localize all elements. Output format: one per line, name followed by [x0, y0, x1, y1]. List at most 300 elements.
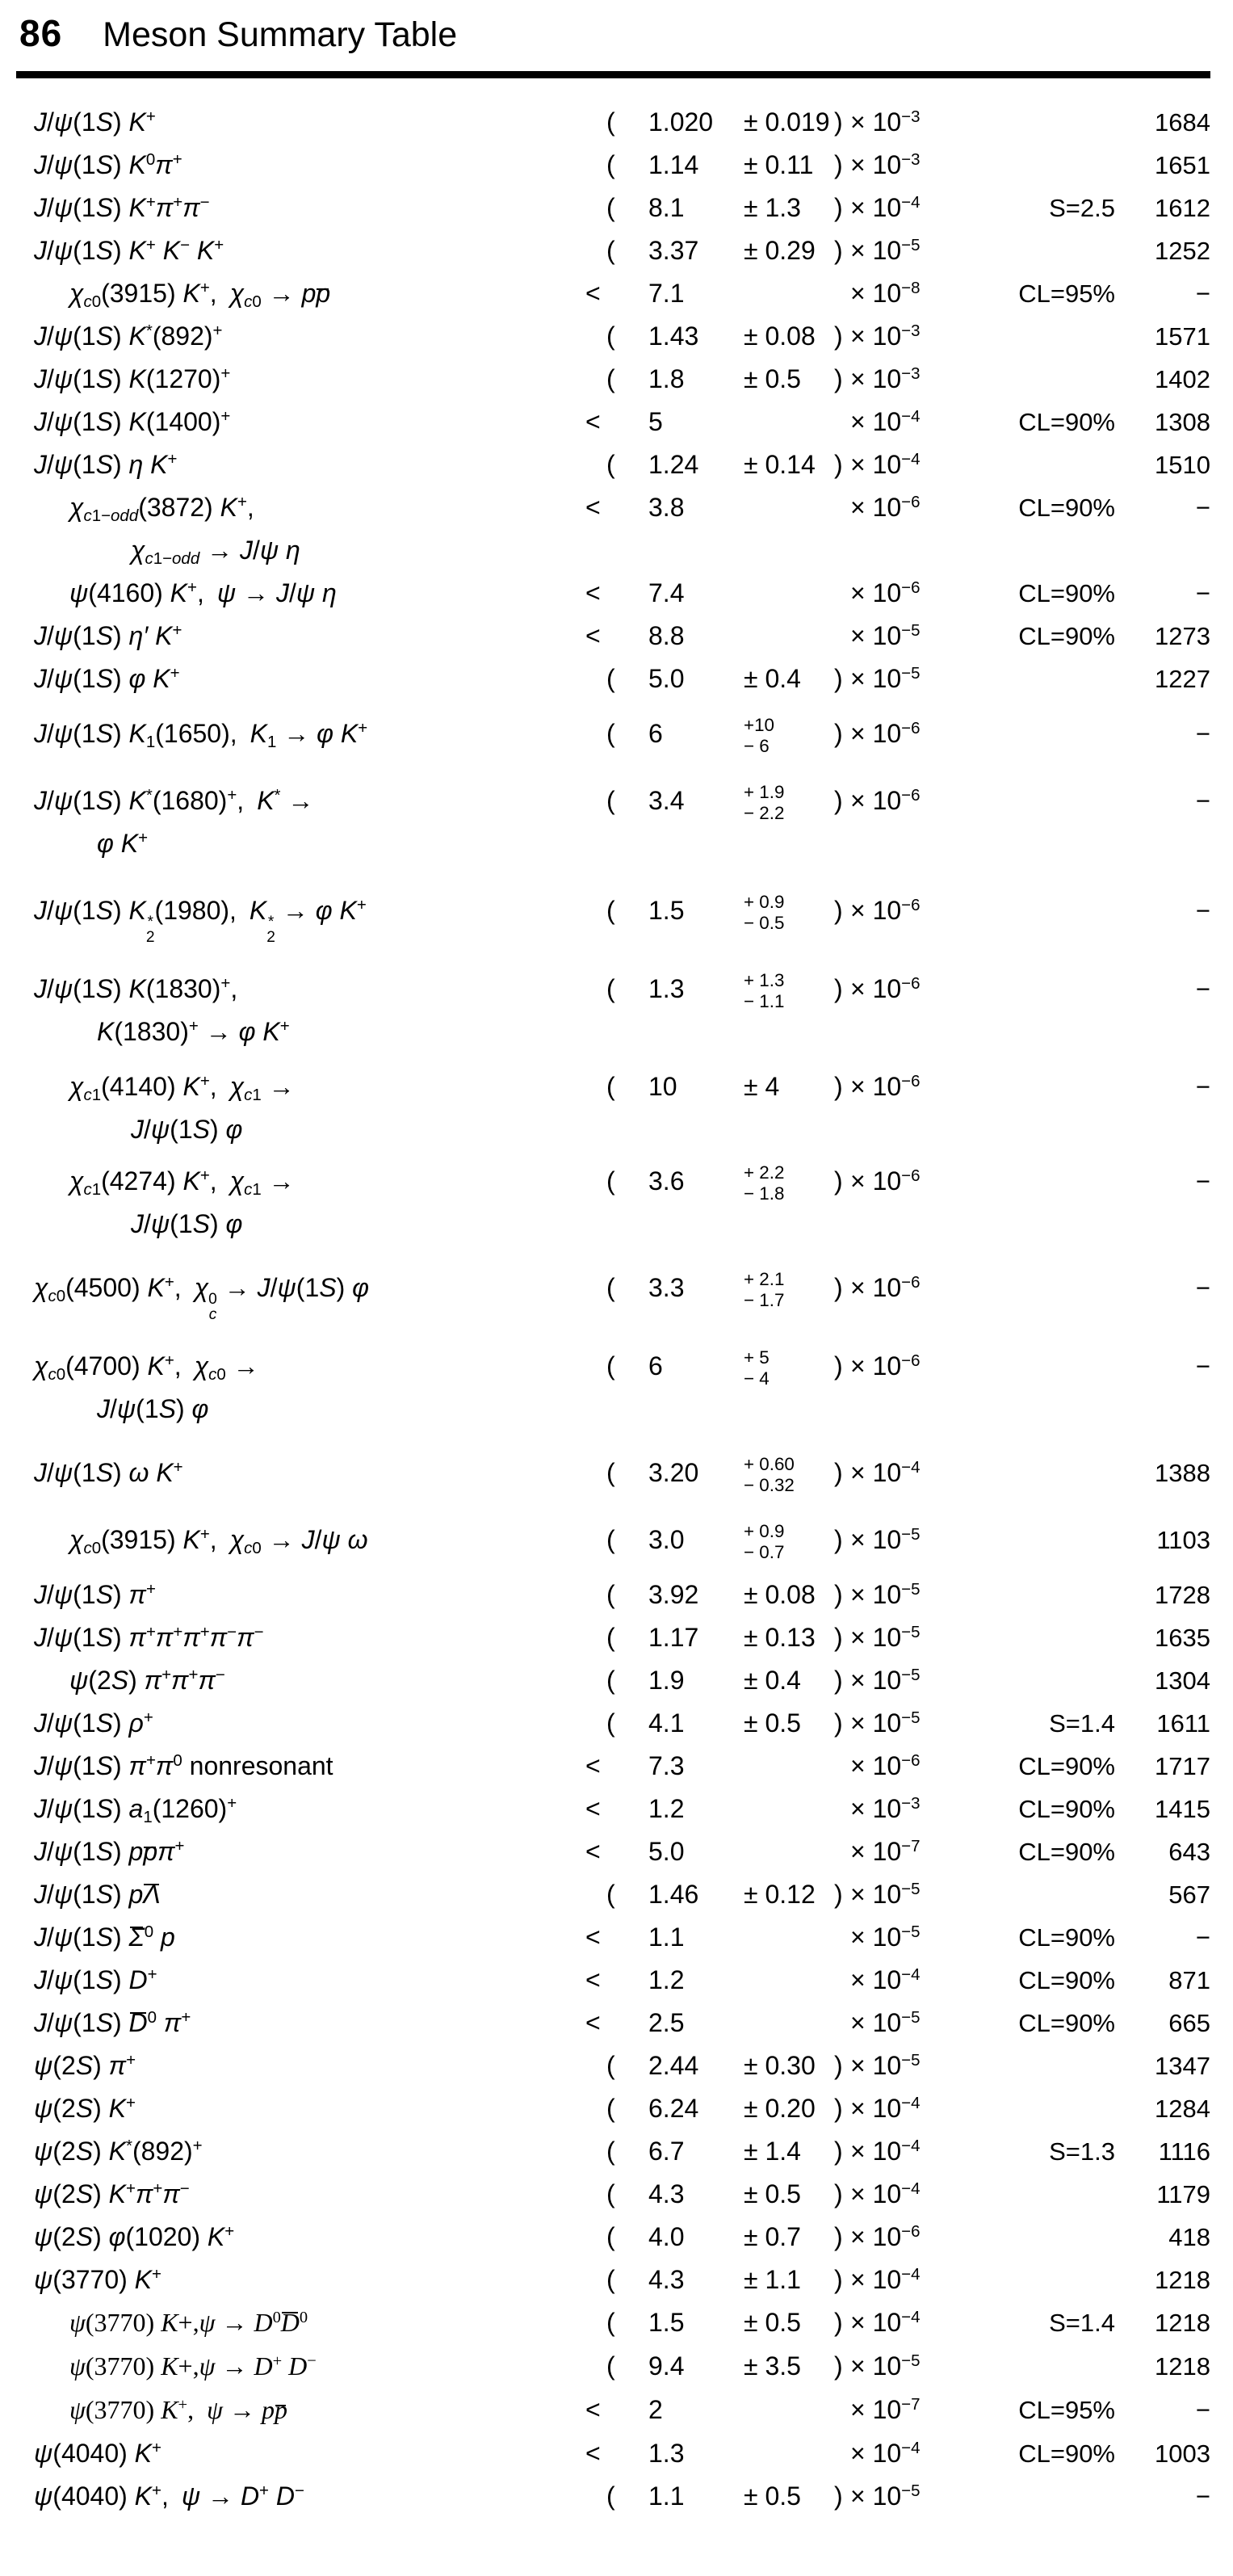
fraction-value: 1.1: [648, 2481, 685, 2511]
decay-mode: [16, 2347, 585, 2390]
scale-or-confidence: CL=95%: [1018, 279, 1115, 308]
table-row: [16, 702, 1210, 769]
fraction-close-paren: ): [834, 664, 843, 693]
decay-mode-line1: J/ψ(1S) η K+: [34, 449, 178, 479]
momentum-value: 1728: [1155, 1581, 1210, 1610]
momentum-value: −: [1195, 897, 1210, 925]
fraction-error: ± 0.20: [744, 2094, 816, 2124]
momentum-value: 1273: [1155, 622, 1210, 650]
decay-mode: [16, 1746, 585, 1789]
fraction-error: ± 0.4: [744, 664, 801, 693]
scale-or-confidence: S=1.3: [1049, 2137, 1115, 2166]
fraction-value: 3.4: [648, 786, 685, 815]
momentum-value: 1651: [1155, 151, 1210, 179]
decay-mode: [16, 2434, 585, 2477]
fraction-value: 6.24: [648, 2094, 699, 2124]
fraction-exponent: × $10^{-3}$: [850, 107, 921, 137]
momentum-value: 1218: [1155, 2352, 1210, 2381]
table-row: [16, 2132, 1210, 2175]
momentum-value: −: [1195, 787, 1210, 815]
fraction-value: 1.2: [648, 1965, 685, 1995]
page-header: [16, 11, 1210, 55]
fraction-bracket: (: [606, 2051, 615, 2081]
decay-mode: [16, 488, 585, 574]
fraction-bracket: <: [585, 407, 601, 436]
fraction-bracket: (: [606, 1351, 615, 1381]
decay-mode-line1: J/ψ(1S) $\pi^+\pi^0$ nonresonant: [34, 1750, 333, 1781]
fraction-exponent: × $10^{-4}$: [850, 2093, 921, 2124]
fraction-bracket: (: [606, 1666, 615, 1696]
fraction-exponent: × $10^{-6}$: [850, 578, 921, 607]
momentum-value: 1003: [1155, 2439, 1210, 2469]
fraction-exponent: × $10^{-5}$: [850, 1524, 921, 1555]
table-row: [16, 274, 1210, 317]
fraction-value: 1.020: [648, 107, 714, 137]
fraction-error: + 1.9 − 2.2: [744, 781, 785, 823]
decay-mode-line1: ψ(2S) K*(892)+: [34, 2136, 203, 2166]
fraction-close-paren: ): [834, 1166, 843, 1196]
decay-mode-table: [16, 103, 1210, 2519]
decay-mode-line2: J/ψ(1S) φ: [131, 1115, 243, 1145]
momentum-value: −: [1195, 2396, 1210, 2425]
table-row: [16, 2347, 1210, 2390]
fraction-error: ± 1.3: [744, 193, 801, 222]
fraction-error: ± 0.5: [744, 2481, 801, 2511]
momentum-value: −: [1195, 1923, 1210, 1952]
table-row: [16, 1832, 1210, 1875]
fraction-exponent: × $10^{-8}$: [850, 278, 921, 308]
fraction-bracket: (: [606, 1525, 615, 1555]
fraction-close-paren: ): [834, 896, 843, 925]
fraction-exponent: × $10^{-4}$: [850, 1965, 921, 1995]
decay-mode: [16, 2217, 585, 2260]
fraction-bracket: (: [606, 2351, 615, 2381]
table-row: [16, 359, 1210, 402]
fraction-bracket: (: [606, 364, 615, 393]
fraction-bracket: <: [585, 1923, 601, 1952]
decay-mode: [16, 2303, 585, 2347]
table-row: [16, 1334, 1210, 1441]
fraction-value: 8.1: [648, 193, 685, 222]
fraction-value: 3.6: [648, 1166, 685, 1196]
fraction-value: 3.8: [648, 493, 685, 522]
fraction-value: 3.20: [648, 1458, 699, 1488]
fraction-value: 4.1: [648, 1708, 685, 1738]
fraction-exponent: × $10^{-5}$: [850, 2050, 921, 2081]
fraction-error: ± 0.30: [744, 2051, 816, 2081]
fraction-exponent: × $10^{-5}$: [850, 620, 921, 650]
decay-mode-line1: χc0(3915) K+, χc0 → pp: [69, 278, 331, 311]
fraction-bracket: (: [606, 896, 615, 925]
fraction-error: + 5 − 4: [744, 1347, 770, 1389]
fraction-exponent: × $10^{-5}$: [850, 1622, 921, 1653]
fraction-close-paren: ): [834, 1666, 843, 1696]
decay-mode-line1: J/ψ(1S) ω K+: [34, 1457, 183, 1488]
fraction-value: 4.3: [648, 2179, 685, 2209]
table-row: [16, 1875, 1210, 1918]
fraction-bracket: <: [585, 279, 601, 308]
decay-mode-line1: J/ψ(1S) φ K+: [34, 663, 180, 693]
fraction-value: 1.8: [648, 364, 685, 393]
fraction-error: ± 0.11: [744, 150, 814, 179]
fraction-value: 1.3: [648, 974, 685, 1004]
fraction-bracket: (: [606, 1580, 615, 1610]
decay-mode: [16, 1618, 585, 1661]
fraction-bracket: <: [585, 2395, 601, 2425]
decay-mode-line1: J/ψ(1S) ppπ+: [34, 1836, 185, 1867]
table-row: [16, 488, 1210, 574]
decay-mode-line1: J/ψ(1S) D+: [34, 1965, 157, 1995]
fraction-exponent: × $10^{-6}$: [850, 1272, 921, 1303]
decay-mode-line1: χc1(4274) K+, χc1 →: [69, 1166, 295, 1199]
decay-mode: [16, 2477, 585, 2519]
decay-mode: [16, 1918, 585, 1960]
fraction-error: + 1.3 − 1.1: [744, 969, 785, 1011]
scale-or-confidence: CL=90%: [1018, 408, 1115, 436]
decay-mode-line1: ψ(3770) $K+,\psi \to D^0D^0$: [69, 2308, 308, 2338]
fraction-value: 2.5: [648, 2008, 685, 2038]
fraction-value: 1.5: [648, 896, 685, 925]
fraction-error: + 0.60 − 0.32: [744, 1453, 795, 1495]
fraction-close-paren: ): [834, 1525, 843, 1555]
fraction-exponent: × $10^{-3}$: [850, 1793, 921, 1824]
decay-mode: [16, 1162, 585, 1244]
table-row: [16, 1960, 1210, 2003]
decay-mode: [16, 1704, 585, 1746]
fraction-bracket: (: [606, 1458, 615, 1488]
fraction-exponent: × $10^{-5}$: [850, 663, 921, 693]
table-row: [16, 402, 1210, 445]
momentum-value: −: [1195, 579, 1210, 607]
fraction-close-paren: ): [834, 1072, 843, 1102]
momentum-value: 1402: [1155, 365, 1210, 393]
fraction-error: + 0.9 − 0.7: [744, 1520, 785, 1562]
decay-mode: [16, 317, 585, 359]
fraction-close-paren: ): [834, 1351, 843, 1381]
fraction-value: 8.8: [648, 621, 685, 650]
fraction-bracket: <: [585, 2008, 601, 2038]
fraction-exponent: × $10^{-4}$: [850, 2438, 921, 2469]
fraction-exponent: × $10^{-6}$: [850, 1166, 921, 1196]
decay-mode: [16, 1067, 585, 1149]
decay-mode-line1: J/ψ(1S) $D^0$ π+: [34, 2007, 191, 2038]
decay-mode-line1: J/ψ(1S) K(1400)+: [34, 406, 231, 436]
table-row: [16, 1746, 1210, 1789]
scale-or-confidence: CL=90%: [1018, 579, 1115, 607]
fraction-value: 7.3: [648, 1751, 685, 1781]
table-row: [16, 769, 1210, 879]
fraction-bracket: <: [585, 578, 601, 607]
fraction-bracket: (: [606, 1880, 615, 1910]
fraction-exponent: × $10^{-6}$: [850, 492, 921, 522]
fraction-bracket: (: [606, 664, 615, 693]
scale-or-confidence: CL=90%: [1018, 1838, 1115, 1867]
fraction-value: 1.43: [648, 321, 699, 351]
decay-mode-line1: J/ψ(1S) π+π+π+π−π−: [34, 1622, 264, 1653]
decay-mode: [16, 891, 585, 945]
table-row: [16, 659, 1210, 702]
fraction-close-paren: ): [834, 1458, 843, 1488]
table-row: [16, 616, 1210, 659]
fraction-exponent: × $10^{-4}$: [850, 2179, 921, 2209]
fraction-close-paren: ): [834, 974, 843, 1004]
fraction-bracket: (: [606, 974, 615, 1004]
fraction-close-paren: ): [834, 1708, 843, 1738]
fraction-exponent: × $10^{-7}$: [850, 2394, 921, 2425]
decay-mode: [16, 1268, 585, 1322]
fraction-close-paren: ): [834, 1623, 843, 1653]
fraction-close-paren: ): [834, 2481, 843, 2511]
table-row: [16, 231, 1210, 274]
table-row: [16, 2477, 1210, 2519]
fraction-value: 7.1: [648, 279, 685, 308]
fraction-exponent: × $10^{-7}$: [850, 1836, 921, 1867]
fraction-bracket: <: [585, 1837, 601, 1867]
fraction-exponent: × $10^{-5}$: [850, 1708, 921, 1738]
decay-mode: [16, 2390, 585, 2434]
scale-or-confidence: CL=90%: [1018, 622, 1115, 650]
fraction-bracket: (: [606, 1166, 615, 1196]
decay-mode-line1: ψ(3770) K+: [34, 2264, 161, 2295]
fraction-exponent: × $10^{-5}$: [850, 235, 921, 265]
fraction-close-paren: ): [834, 364, 843, 393]
header-rule: [16, 71, 1210, 78]
scale-or-confidence: CL=90%: [1018, 1966, 1115, 1995]
fraction-value: 1.5: [648, 2308, 685, 2338]
fraction-close-paren: ): [834, 193, 843, 222]
fraction-exponent: × $10^{-4}$: [850, 406, 921, 436]
fraction-close-paren: ): [834, 1880, 843, 1910]
fraction-exponent: × $10^{-6}$: [850, 785, 921, 815]
fraction-value: 4.3: [648, 2265, 685, 2295]
decay-mode-line1: ψ(4040) K+: [34, 2438, 161, 2469]
fraction-value: 6.7: [648, 2137, 685, 2166]
momentum-value: 1571: [1155, 322, 1210, 351]
decay-mode: [16, 781, 585, 867]
fraction-exponent: × $10^{-6}$: [850, 1750, 921, 1781]
table-row: [16, 879, 1210, 957]
decay-mode: [16, 1789, 585, 1832]
fraction-close-paren: ): [834, 1273, 843, 1303]
decay-mode: [16, 2089, 585, 2132]
fraction-exponent: × $10^{-5}$: [850, 2481, 921, 2511]
table-row: [16, 957, 1210, 1067]
fraction-value: 1.14: [648, 150, 699, 179]
decay-mode: [16, 2132, 585, 2175]
decay-mode: [16, 1347, 585, 1429]
fraction-bracket: <: [585, 1965, 601, 1995]
scale-or-confidence: CL=90%: [1018, 1795, 1115, 1824]
decay-mode: [16, 188, 585, 231]
fraction-error: ± 0.7: [744, 2222, 801, 2252]
fraction-value: 9.4: [648, 2351, 685, 2381]
momentum-value: −: [1195, 975, 1210, 1004]
fraction-close-paren: ): [834, 2308, 843, 2338]
fraction-error: ± 0.08: [744, 321, 816, 351]
scale-or-confidence: CL=90%: [1018, 2009, 1115, 2038]
decay-mode-line1: ψ(2S) π+: [34, 2050, 136, 2081]
fraction-error: ± 3.5: [744, 2351, 801, 2381]
fraction-error: ± 0.5: [744, 364, 801, 393]
decay-mode-line2: J/ψ(1S) φ: [131, 1209, 243, 1239]
scale-or-confidence: CL=90%: [1018, 1752, 1115, 1781]
decay-mode: [16, 1453, 585, 1496]
scale-or-confidence: S=1.4: [1049, 1709, 1115, 1738]
fraction-bracket: (: [606, 1708, 615, 1738]
momentum-value: −: [1195, 1167, 1210, 1196]
fraction-bracket: (: [606, 1072, 615, 1102]
fraction-close-paren: ): [834, 450, 843, 479]
fraction-value: 1.9: [648, 1666, 685, 1696]
decay-mode-line1: ψ(4040) K+, ψ → D+ D−: [34, 2481, 304, 2511]
decay-mode-line2: φ K+: [97, 828, 149, 858]
decay-mode-line1: J/ψ(1S) K+: [34, 107, 156, 137]
decay-mode-line2: J/ψ(1S) φ: [97, 1394, 209, 1424]
fraction-bracket: (: [606, 2481, 615, 2511]
decay-mode: [16, 445, 585, 488]
fraction-close-paren: ): [834, 2265, 843, 2295]
momentum-value: 643: [1168, 1838, 1210, 1867]
decay-mode-line2: χc1−odd → J/ψ η: [131, 536, 300, 568]
decay-mode-line1: χc1−odd(3872) K+,: [69, 492, 254, 525]
table-row: [16, 1918, 1210, 1960]
momentum-value: 1717: [1155, 1752, 1210, 1781]
fraction-close-paren: ): [834, 1580, 843, 1610]
fraction-bracket: <: [585, 493, 601, 522]
fraction-value: 6: [648, 1351, 663, 1381]
momentum-value: 1612: [1155, 194, 1210, 222]
table-row: [16, 574, 1210, 616]
table-row: [16, 1256, 1210, 1334]
fraction-bracket: <: [585, 1751, 601, 1781]
fraction-bracket: (: [606, 450, 615, 479]
table-row: [16, 317, 1210, 359]
fraction-bracket: (: [606, 2222, 615, 2252]
fraction-error: + 2.1 − 1.7: [744, 1268, 785, 1310]
decay-mode: [16, 969, 585, 1055]
table-row: [16, 1508, 1210, 1575]
table-row: [16, 1575, 1210, 1618]
table-row: [16, 2003, 1210, 2046]
fraction-exponent: × $10^{-5}$: [850, 1579, 921, 1610]
fraction-value: 6: [648, 719, 663, 748]
fraction-exponent: × $10^{-3}$: [850, 321, 921, 351]
fraction-value: 5.0: [648, 1837, 685, 1867]
fraction-value: 10: [648, 1072, 677, 1102]
decay-mode: [16, 1875, 585, 1914]
fraction-exponent: × $10^{-5}$: [850, 1922, 921, 1952]
fraction-exponent: × $10^{-5}$: [850, 2351, 921, 2381]
fraction-exponent: × $10^{-5}$: [850, 2007, 921, 2038]
fraction-value: 7.4: [648, 578, 685, 607]
fraction-value: 1.46: [648, 1880, 699, 1910]
decay-mode: [16, 359, 585, 402]
fraction-exponent: × $10^{-4}$: [850, 2264, 921, 2295]
fraction-value: 1.1: [648, 1923, 685, 1952]
momentum-value: 1116: [1158, 2137, 1210, 2166]
fraction-close-paren: ): [834, 2222, 843, 2252]
decay-mode-line1: J/ψ(1S) K1(1650), K1 → φ K+: [34, 718, 368, 751]
fraction-error: ± 1.1: [744, 2265, 801, 2295]
momentum-value: 1218: [1155, 2309, 1210, 2338]
table-row: [16, 103, 1210, 145]
fraction-bracket: (: [606, 1623, 615, 1653]
momentum-value: −: [1195, 1352, 1210, 1381]
fraction-error: ± 0.4: [744, 1666, 801, 1696]
fraction-exponent: × $10^{-6}$: [850, 895, 921, 925]
fraction-bracket: (: [606, 1273, 615, 1303]
table-row: [16, 2303, 1210, 2347]
table-row: [16, 145, 1210, 188]
decay-mode-line1: χc0(3915) K+, χc0 → J/ψ ω: [69, 1524, 368, 1557]
fraction-close-paren: ): [834, 2051, 843, 2081]
decay-mode-line1: χc1(4140) K+, χc1 →: [69, 1071, 295, 1104]
momentum-value: 1684: [1155, 108, 1210, 137]
fraction-bracket: (: [606, 193, 615, 222]
decay-mode-line1: ψ(3770) K+,ψ → D+ D−: [69, 2351, 317, 2381]
decay-mode-line1: J/ψ(1S) $K^0\pi^+$: [34, 149, 182, 179]
scale-or-confidence: CL=90%: [1018, 494, 1115, 522]
table-row: [16, 1149, 1210, 1256]
table-row: [16, 445, 1210, 488]
momentum-value: 567: [1168, 1881, 1210, 1910]
momentum-value: 871: [1168, 1966, 1210, 1995]
fraction-error: ± 0.019: [744, 107, 830, 137]
decay-mode-line1: J/ψ(1S) K * 2 (1980), K * 2 → φ K+: [34, 895, 367, 946]
decay-mode-line1: J/ψ(1S) π+: [34, 1579, 156, 1610]
momentum-value: 1635: [1155, 1624, 1210, 1653]
decay-mode-line1: ψ(2S) K+π+π−: [34, 2179, 190, 2209]
fraction-bracket: (: [606, 2094, 615, 2124]
decay-mode: [16, 2175, 585, 2217]
table-row: [16, 2260, 1210, 2303]
table-row: [16, 2046, 1210, 2089]
fraction-close-paren: ): [834, 2179, 843, 2209]
fraction-error: ± 0.14: [744, 450, 816, 479]
fraction-value: 3.0: [648, 1525, 685, 1555]
fraction-bracket: (: [606, 236, 615, 265]
page-number: 86: [19, 12, 63, 54]
decay-mode: [16, 2046, 585, 2089]
fraction-error: + 0.9 − 0.5: [744, 891, 785, 933]
fraction-value: 1.24: [648, 450, 699, 479]
fraction-exponent: × $10^{-4}$: [850, 2307, 921, 2338]
fraction-bracket: <: [585, 2439, 601, 2469]
momentum-value: 1388: [1155, 1459, 1210, 1488]
fraction-exponent: × $10^{-4}$: [850, 192, 921, 222]
scale-or-confidence: CL=95%: [1018, 2396, 1115, 2425]
table-row: [16, 1618, 1210, 1661]
page-title: Meson Summary Table: [103, 15, 458, 54]
fraction-close-paren: ): [834, 107, 843, 137]
table-row: [16, 1441, 1210, 1508]
decay-mode-line1: J/ψ(1S) K+ K− K+: [34, 235, 224, 265]
momentum-value: 1347: [1155, 2052, 1210, 2081]
decay-mode-line1: J/ψ(1S) η′ K+: [34, 620, 182, 650]
fraction-value: 1.3: [648, 2439, 685, 2469]
fraction-close-paren: ): [834, 321, 843, 351]
momentum-value: −: [1195, 1274, 1210, 1303]
decay-mode-line1: ψ(2S) π+π+π−: [69, 1665, 225, 1696]
fraction-exponent: × $10^{-5}$: [850, 1879, 921, 1910]
momentum-value: 1308: [1155, 408, 1210, 436]
fraction-bracket: (: [606, 2137, 615, 2166]
fraction-bracket: (: [606, 786, 615, 815]
fraction-exponent: × $10^{-3}$: [850, 363, 921, 393]
momentum-value: 1103: [1156, 1526, 1210, 1555]
decay-mode-line1: ψ(2S) K+: [34, 2093, 136, 2124]
fraction-exponent: × $10^{-6}$: [850, 1071, 921, 1102]
